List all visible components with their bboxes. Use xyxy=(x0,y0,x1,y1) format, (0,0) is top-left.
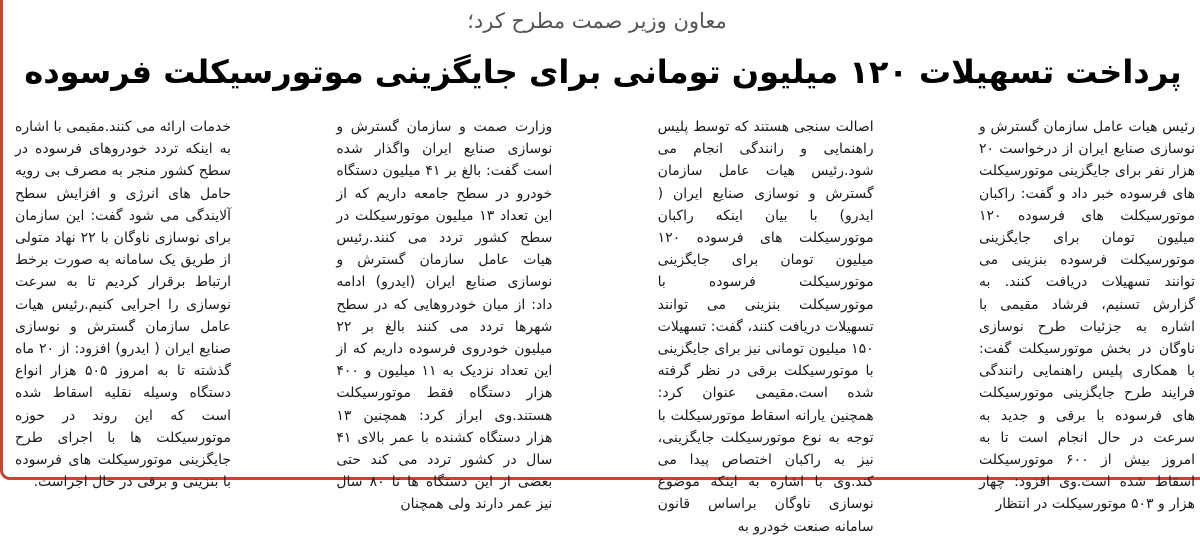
column-2: اصالت سنجی هستند که توسط پلیس راهنمایی و رانندگی انجام می شود.رئیس هیات عامل سازمان گسترش و نوسازی صنایع ایران ( ایدرو) با بیان اینکه راکبان موتورسیکلت های فرسوده ۱۲۰ میلیون تومان برای جایگزینی موتورسیکلت فرسوده با موتورسیکلت بنزینی می توانند تسهیلات دریافت کنند، گفت: تسهیلات ۱۵۰ میلیون تومانی نیز برای جایگزینی با موتورسیکلت برقی در نظر گرفته شده است.مقیمی عنوان کرد: همچنین یارانه اسقاط موتورسیکلت با توجه به نوع موتورسیکلت جایگزینی، نیز به راکبان اختصاص پیدا می کند.وی با اشاره به اینکه موضوع نوسازی ناوگان براساس قانون سامانه صنعت خودرو به xyxy=(657,119,874,535)
article-body xyxy=(15,116,1195,535)
column-3: وزارت صمت و سازمان گسترش و نوسازی صنایع ایران واگذار شده است گفت: بالغ بر ۴۱ میلیون دستگاه خودرو در سطح جامعه داریم که از این تعداد ۱۳ میلیون موتورسیکلت در سطح کشور تردد می کنند.رئیس هیات عامل سازمان گسترش و نوسازی صنایع ایران (ایدرو) ادامه داد: از میان خودروهایی که در سطح شهرها تردد می کنند بالغ بر ۲۲ میلیون خودروی فرسوده داریم که از این تعداد نزدیک به ۱۱ میلیون و ۴۰۰ هزار دستگاه فقط موتورسیکلت هستند.وی ابراز کرد: همچنین ۱۳ هزار دستگاه کشنده با عمر بالای ۴۱ سال در کشور تردد می کند حتی بعضی از این دستگاه ها تا ۸۰ سال نیز عمر دارند ولی همچنان xyxy=(336,119,553,513)
kicker: معاون وزیر صمت مطرح کرد؛ xyxy=(467,9,727,33)
headline: پرداخت تسهیلات ۱۲۰ میلیون تومانی برای جایگزینی موتورسیکلت فرسوده xyxy=(24,53,1182,91)
column-4: خدمات ارائه می کنند.مقیمی با اشاره به اینکه تردد خودروهای فرسوده در سطح کشور منجر به مصرف بی رویه حامل های انرژی و افزایش سطح آلایندگی می شود گفت: این سازمان برای نوسازی ناوگان با ۲۲ نهاد متولی از طریق یک سامانه به صورت برخط ارتباط برقرار کردیم تا به سرعت نوسازی را اجرایی کنیم.رئیس هیات عامل سازمان گسترش و نوسازی صنایع ایران ( ایدرو) افزود: از ۲۰ ماه گذشته تا به امروز ۵۰۵ هزار انواع دستگاه وسیله نقلیه اسقاط شده است که این روند در حوزه موتورسیکلت ها با اجرای طرح جایگزینی موتورسیکلت های فرسوده با بنزینی و برقی در حال اجراست. xyxy=(15,119,231,491)
column-1: رئیس هیات عامل سازمان گسترش و نوسازی صنایع ایران از درخواست ۲۰ هزار نفر برای جایگزینی موتورسیکلت های فرسوده خبر داد و گفت: راکبان موتورسیکلت های فرسوده ۱۲۰ میلیون تومان برای جایگزینی موتورسیکلت فرسوده بنزینی می توانند تسهیلات دریافت کنند. به گزارش تسنیم، فرشاد مقیمی با اشاره به جزئیات طرح نوسازی ناوگان در بخش موتورسیکلت گفت: با همکاری پلیس راهنمایی رانندگی فرایند طرح جایگزینی موتورسیکلت های فرسوده با برقی و جدید به سرعت در حال انجام است تا به امروز بیش از ۶۰۰ موتورسیکلت اسقاط شده است.وی افزود: چهار هزار و ۵۰۳ موتورسیکلت در انتظار xyxy=(978,119,1195,513)
